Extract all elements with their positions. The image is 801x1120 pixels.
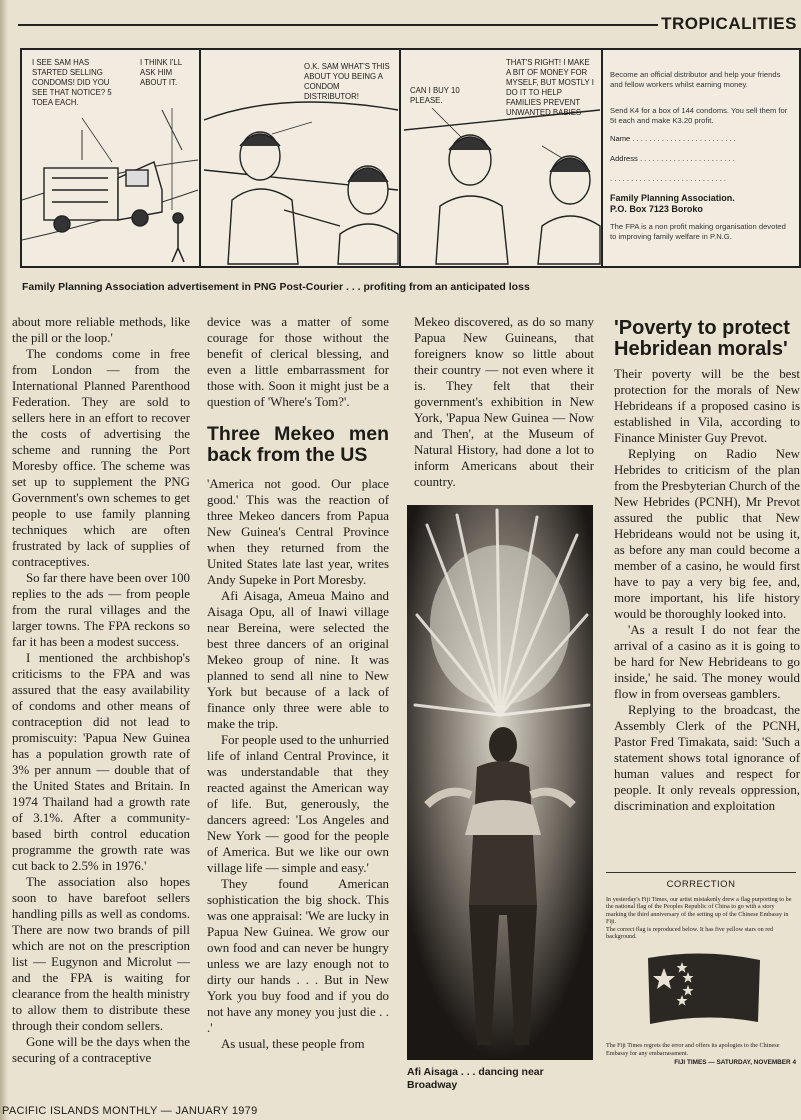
photo-caption: Afi Aisaga . . . dancing near Broadway	[407, 1066, 544, 1091]
hebrides-headline: 'Poverty to protect Hebridean morals'	[614, 317, 790, 360]
column-2	[207, 314, 389, 1052]
ad-caption: Family Planning Association advertisement in PNG Post-Courier . . . profiting from an anticipated loss	[22, 281, 530, 293]
correction-text-2: The correct flag is reproduced below. It has five yellow stars on red background.	[606, 925, 774, 941]
mekeo-para-3: For people used to the unhurried life of inland Central Province, it was understandable that they reacted against the American way of life. But, generously, the dancers agreed: 'Los Angeles and New York — good for the people of America. But we like our own village life — simple and easy.'	[207, 733, 389, 875]
page-binding-shadow	[0, 0, 8, 1120]
correction-title: CORRECTION	[666, 879, 736, 890]
panel2-speech: O.K. SAM WHAT'S THIS ABOUT YOU BEING A CONDOM DISTRIBUTOR!	[304, 62, 390, 101]
column-4	[614, 318, 800, 814]
col1-para-6: Gone will be the days when the securing of a contraceptive	[12, 1035, 190, 1065]
correction-clipping	[606, 872, 796, 1092]
hebrides-para-4: Replying to the broadcast, the Assembly Clerk of the PCNH, Pastor Fred Timakata, said: 'Such a statement shows total ignorance of human values and respect for people. It only reveals oppression, discrimination and exploitation	[614, 703, 800, 813]
mekeo-para-1: 'America not good. Our place good.' This was the reaction of three Mekeo dancers from Papua New Guinea's Central Province when they returned from the United States late last year, writes Andy Supeke in Port Moresby.	[207, 477, 389, 587]
hebrides-para-1: Their poverty will be the best protection for the morals of New Hebrideans if a proposed casino is established in Vila, according to Finance Minister Guy Prevot.	[614, 367, 800, 445]
correction-apology: The Fiji Times regrets the error and offers its apologies to the Chinese Embassy for any embarrassment.	[606, 1042, 780, 1057]
coupon-name-field: Name . . . . . . . . . . . . . . . . . . . . . . . . .	[610, 134, 736, 143]
dancer-photo	[407, 505, 593, 1060]
mekeo-headline: Three Mekeo men back from the US	[207, 423, 389, 466]
col1-para-5: The association also hopes soon to have barefoot sellers handling pills as well as condoms. There are now two brands of pill which are not on the prescription list — Eugynon and Microlut — and the FPA is waiting for clearance from the health ministry to allow them to distribute these through their condom sellers.	[12, 875, 190, 1033]
correction-signoff: FIJI TIMES — SATURDAY, NOVEMBER 4	[674, 1059, 796, 1067]
flag-image	[644, 950, 764, 1030]
col2-para-top: device was a matter of some courage for those without the benefit of clerical blessing, and even a little embarrassment for those with. Soon it might just be a question of 'Where's Tom?'.	[207, 315, 389, 409]
col1-para-2: The condoms come in free from London — from the International Planned Parenthood Federation. They are sold to sellers here in an effort to recover the costs of advertising the scheme and running the Port Moresby office. The scheme was set up to supplement the PNG Government's own schemes to get people to use family planning techniques which are often frustrated by lack of supplies of contraceptives.	[12, 347, 190, 569]
panel3-speech-right: THAT'S RIGHT! I MAKE A BIT OF MONEY FOR MYSELF, BUT MOSTLY I DO IT TO HELP FAMILIES PREVENT UNWANTED BABIES	[506, 58, 594, 117]
fpa-name: Family Planning Association.	[610, 193, 735, 203]
mekeo-para-5: As usual, these people from	[221, 1037, 365, 1051]
mekeo-para-2: Afi Aisaga, Ameua Maino and Aisaga Opu, all of Inawi village near Bereina, were selected the best three dancers of an original Mekeo group of nine. It was planned to send all nine to New York but because of a lack of finance only three were able to make the trip.	[207, 589, 389, 731]
mekeo-para-4: They found American sophistication the big shock. This was one appraisal: 'We are lucky in Papua New Guinea. We grow our own food and can never be hungry unless we are lazy enough not to dirty our hands . . . But in New York you buy food and if you do not have any money you just die . . .'	[207, 877, 389, 1035]
correction-text: In yesterday's Fiji Times, our artist mistakenly drew a flag purporting to be the national flag of the Peoples Republic of China to go with a story marking the third anniversary of the setting up of the Chinese Embassy in Fiji.	[606, 896, 792, 926]
fpa-address: P.O. Box 7123 Boroko	[610, 204, 703, 214]
coupon-offer: Send K4 for a box of 144 condoms. You sell them for 5t each and make K3.20 profit.	[610, 106, 788, 125]
column-1	[12, 314, 190, 1066]
mekeo-col3-text: Mekeo discovered, as do so many Papua New Guineans, that foreigners know so little about their country — not even where it is. They felt that their government's exhibition in New York, 'Papua New Guinea — Now and Then', at the Museum of Natural History, had done a lot to inform Americans about their country.	[414, 315, 594, 489]
hebrides-para-2: Replying on Radio New Hebrides to criticism of the plan from the Presbyterian Church of the New Hebrides (PCNH), Mr Prevot assured the public that New Hebrideans would not be using it, as before any man could become a member of a casino, he would first have to pay a very big fee, and, more important, his life history would be thoroughly looked into.	[614, 447, 800, 621]
fpa-note: The FPA is a non profit making organisation devoted to improving family welfare in P.N.G.	[610, 222, 786, 241]
coupon-address-field: Address . . . . . . . . . . . . . . . . . . . . . . .	[610, 154, 735, 163]
col1-para-4: I mentioned the archbishop's criticisms to the FPA and was assured that the easy availability of condoms and other means of contraception did not lead to promiscuity: 'Papua New Guinea has a population growth rate of 3% per annum — double that of the United States and Britain. In 1974 Thailand had a growth rate of 3.1%. After a community-based birth control education programme the growth rate was cut back to 2.5% in 1976.'	[12, 651, 190, 873]
dancer-photo-art	[407, 505, 593, 1060]
coupon-address-line2: . . . . . . . . . . . . . . . . . . . . . . . . . . . .	[610, 174, 727, 183]
page-footer: PACIFIC ISLANDS MONTHLY — JANUARY 1979	[2, 1105, 258, 1117]
column-3	[414, 314, 594, 490]
panel3-speech-left: CAN I BUY 10 PLEASE.	[410, 86, 460, 105]
fpa-advertisement	[20, 48, 801, 268]
section-rule	[18, 24, 658, 26]
hebrides-para-3: 'As a result I do not fear the arrival of a casino as it is going to be hard for New Hebrideans to go inside,' he said. The money would flow in from overseas gamblers.	[614, 623, 800, 701]
col1-para-1: about more reliable methods, like the pill or the loop.'	[12, 315, 190, 345]
panel1-speech-right: I THINK I'LL ASK HIM ABOUT IT.	[140, 58, 182, 87]
panel1-speech-left: I SEE SAM HAS STARTED SELLING CONDOMS! DID YOU SEE THAT NOTICE? 5 TOEA EACH.	[32, 58, 112, 107]
section-title: TROPICALITIES	[661, 14, 797, 33]
col1-para-3: So far there have been over 100 replies to the ads — from people from the rural villages and the larger towns. The FPA reckons so far it has been a modest success.	[12, 571, 190, 649]
coupon-intro: Become an official distributor and help your friends and fellow workers whilst earning money.	[610, 70, 781, 89]
